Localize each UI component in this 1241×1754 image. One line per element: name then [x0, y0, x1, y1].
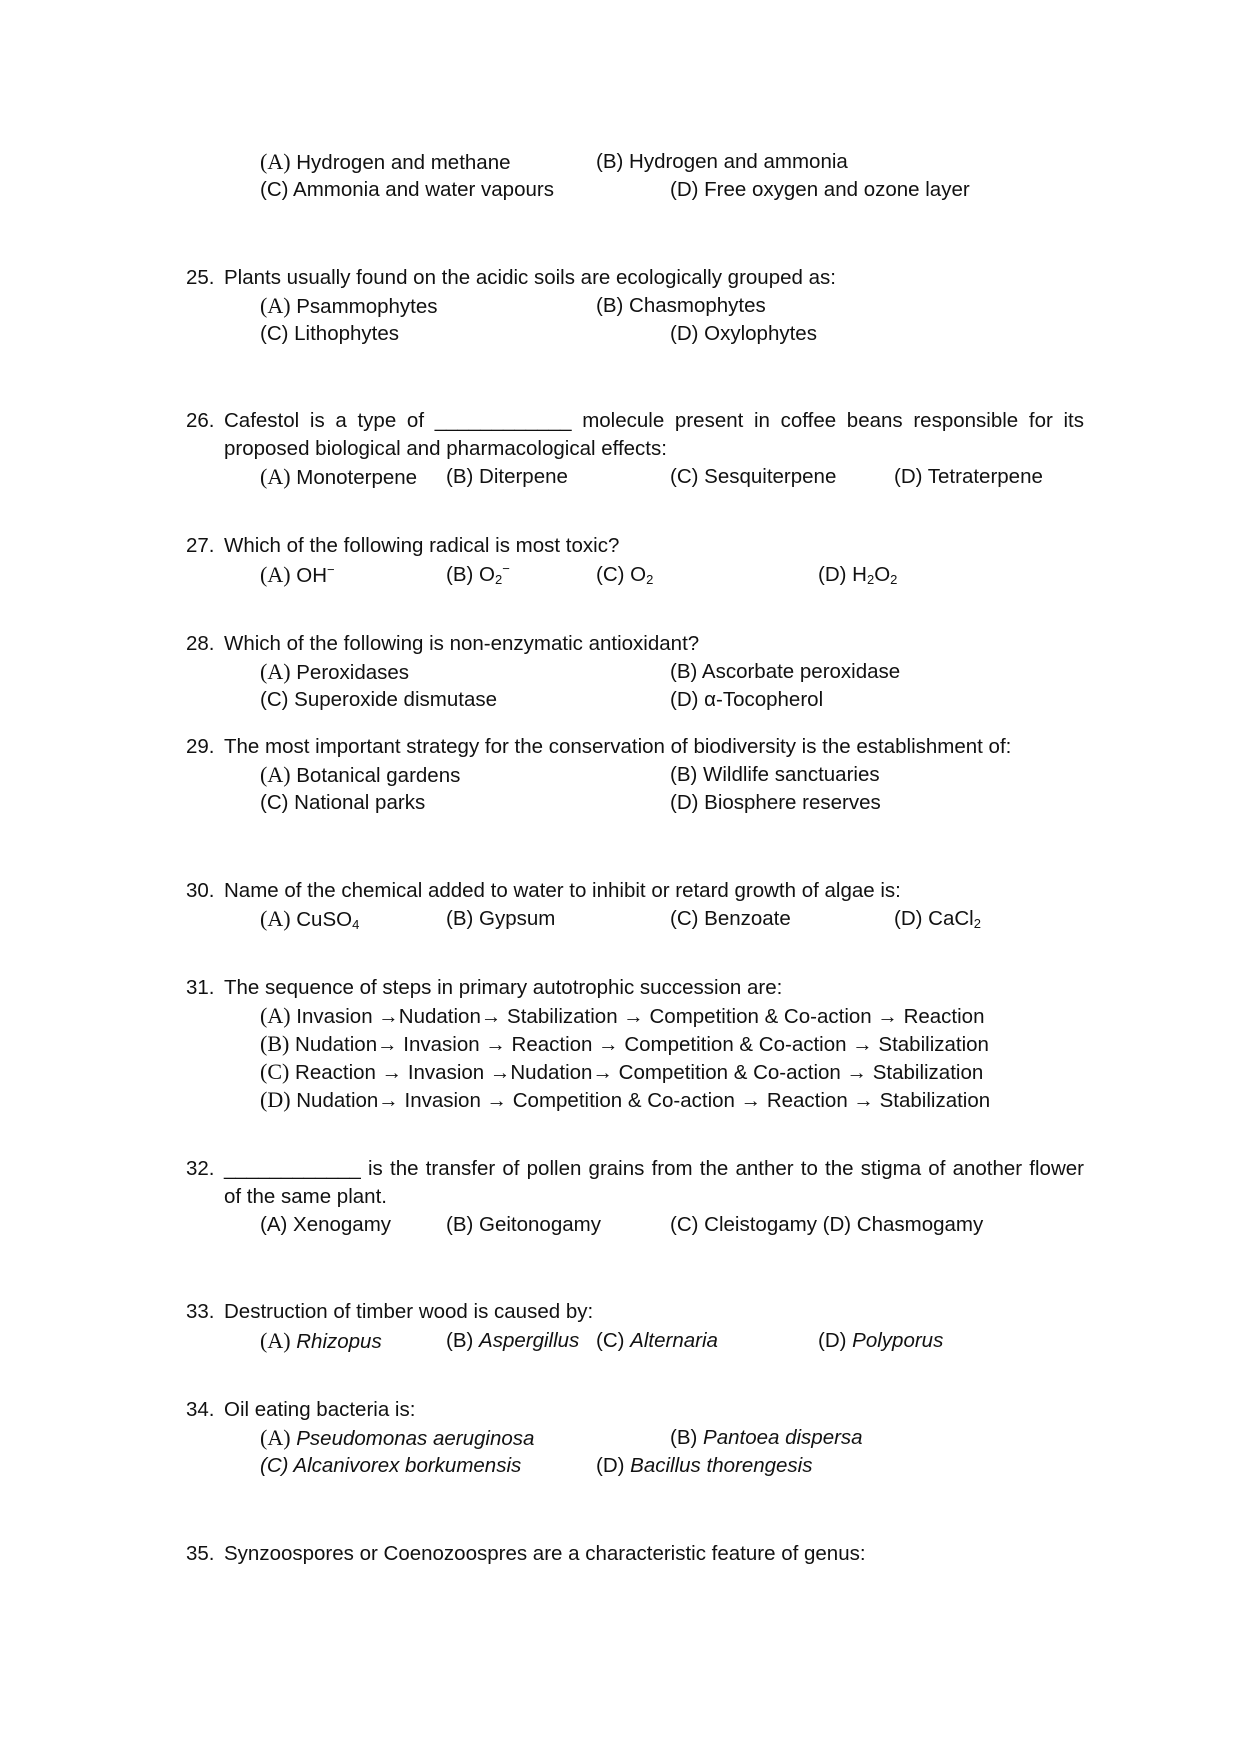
q30-option-c: (C) Benzoate	[670, 907, 791, 930]
q25-option-b: (B) Chasmophytes	[596, 294, 766, 317]
q28-option-b: (B) Ascorbate peroxidase	[670, 660, 901, 683]
q24-option-a: (A) Hydrogen and methane	[260, 149, 511, 174]
q32-number: 32.	[186, 1157, 215, 1180]
q28-option-a: (A) Peroxidases	[260, 659, 410, 684]
q29-option-c: (C) National parks	[260, 791, 426, 814]
q35-text: Synzoospores or Coenozoospres are a characteristic feature of genus:	[224, 1542, 866, 1565]
q34-text: Oil eating bacteria is:	[224, 1398, 416, 1421]
q26-number: 26.	[186, 409, 215, 432]
q28-number: 28.	[186, 632, 215, 655]
q34-number: 34.	[186, 1398, 215, 1421]
q31-option-a: (A) Invasion →Nudation→ Stabilization → Competition & Co-action → Reaction	[260, 1003, 985, 1028]
q34-option-c: (C) Alcanivorex borkumensis	[260, 1454, 522, 1477]
q24-option-c: (C) Ammonia and water vapours	[260, 178, 554, 201]
q29-option-d: (D) Biosphere reserves	[670, 791, 881, 814]
q32-option-b: (B) Geitonogamy	[446, 1213, 601, 1236]
q25-option-c: (C) Lithophytes	[260, 322, 400, 345]
q31-text: The sequence of steps in primary autotrophic succession are:	[224, 976, 783, 999]
q26-text-line1: Cafestol is a type of ____________ molecule present in coffee beans responsible for its	[224, 409, 1084, 432]
q25-text: Plants usually found on the acidic soils are ecologically grouped as:	[224, 266, 836, 289]
q32-option-a: (A) Xenogamy	[260, 1213, 392, 1236]
q29-option-b: (B) Wildlife sanctuaries	[670, 763, 880, 786]
q33-option-a: (A) Rhizopus	[260, 1328, 382, 1353]
q30-option-d: (D) CaCl$_2$	[894, 907, 981, 931]
q27-text: Which of the following radical is most toxic?	[224, 534, 620, 557]
q33-number: 33.	[186, 1300, 215, 1323]
q30-text: Name of the chemical added to water to inhibit or retard growth of algae is:	[224, 879, 901, 902]
q33-option-d: (D) Polyporus	[818, 1329, 944, 1352]
q25-option-d: (D) Oxylophytes	[670, 322, 817, 345]
q27-number: 27.	[186, 534, 215, 557]
q32-text-line2: of the same plant.	[224, 1185, 387, 1208]
q29-text: The most important strategy for the conservation of biodiversity is the establishment of:	[224, 735, 1012, 758]
q31-number: 31.	[186, 976, 215, 999]
q24-option-b: (B) Hydrogen and ammonia	[596, 150, 848, 173]
q33-option-b: (B) Aspergillus	[446, 1329, 580, 1352]
q32-text-line1: ____________ is the transfer of pollen grains from the anther to the stigma of another flower	[224, 1157, 1084, 1180]
q24-option-d: (D) Free oxygen and ozone layer	[670, 178, 970, 201]
q31-option-d: (D) Nudation→ Invasion → Competition & Co-action → Reaction → Stabilization	[260, 1087, 991, 1112]
q31-option-b: (B) Nudation→ Invasion → Reaction → Competition & Co-action → Stabilization	[260, 1031, 989, 1056]
q32-option-cd: (C) Cleistogamy (D) Chasmogamy	[670, 1213, 984, 1236]
q33-text: Destruction of timber wood is caused by:	[224, 1300, 594, 1323]
q30-option-b: (B) Gypsum	[446, 907, 556, 930]
q33-option-c: (C) Alternaria	[596, 1329, 718, 1352]
q26-option-b: (B) Diterpene	[446, 465, 568, 488]
q28-option-c: (C) Superoxide dismutase	[260, 688, 497, 711]
q28-text: Which of the following is non-enzymatic antioxidant?	[224, 632, 700, 655]
q29-number: 29.	[186, 735, 215, 758]
q26-option-a: (A) Monoterpene	[260, 464, 418, 489]
q27-option-c: (C) $O_2$	[596, 563, 654, 587]
q26-option-d: (D) Tetraterpene	[894, 465, 1043, 488]
q27-option-d: (D) $H_2O_2$	[818, 563, 898, 587]
q31-option-c: (C) Reaction → Invasion →Nudation→ Competition & Co-action → Stabilization	[260, 1059, 984, 1084]
q27-option-b: (B) $O_2^-$	[446, 561, 510, 587]
q34-option-b: (B) Pantoea dispersa	[670, 1426, 863, 1449]
q25-option-a: (A) Psammophytes	[260, 293, 438, 318]
q34-option-a: (A) Pseudomonas aeruginosa	[260, 1425, 535, 1450]
q25-number: 25.	[186, 266, 215, 289]
q35-number: 35.	[186, 1542, 215, 1565]
q27-option-a: (A) OH−	[260, 562, 335, 587]
q26-text-line2: proposed biological and pharmacological effects:	[224, 437, 667, 460]
q28-option-d: (D) α-Tocopherol	[670, 688, 824, 711]
q30-option-a: (A) CuSO$_4$	[260, 906, 360, 932]
q34-option-d: (D) Bacillus thorengesis	[596, 1454, 813, 1477]
q30-number: 30.	[186, 879, 215, 902]
q26-option-c: (C) Sesquiterpene	[670, 465, 837, 488]
q29-option-a: (A) Botanical gardens	[260, 762, 461, 787]
